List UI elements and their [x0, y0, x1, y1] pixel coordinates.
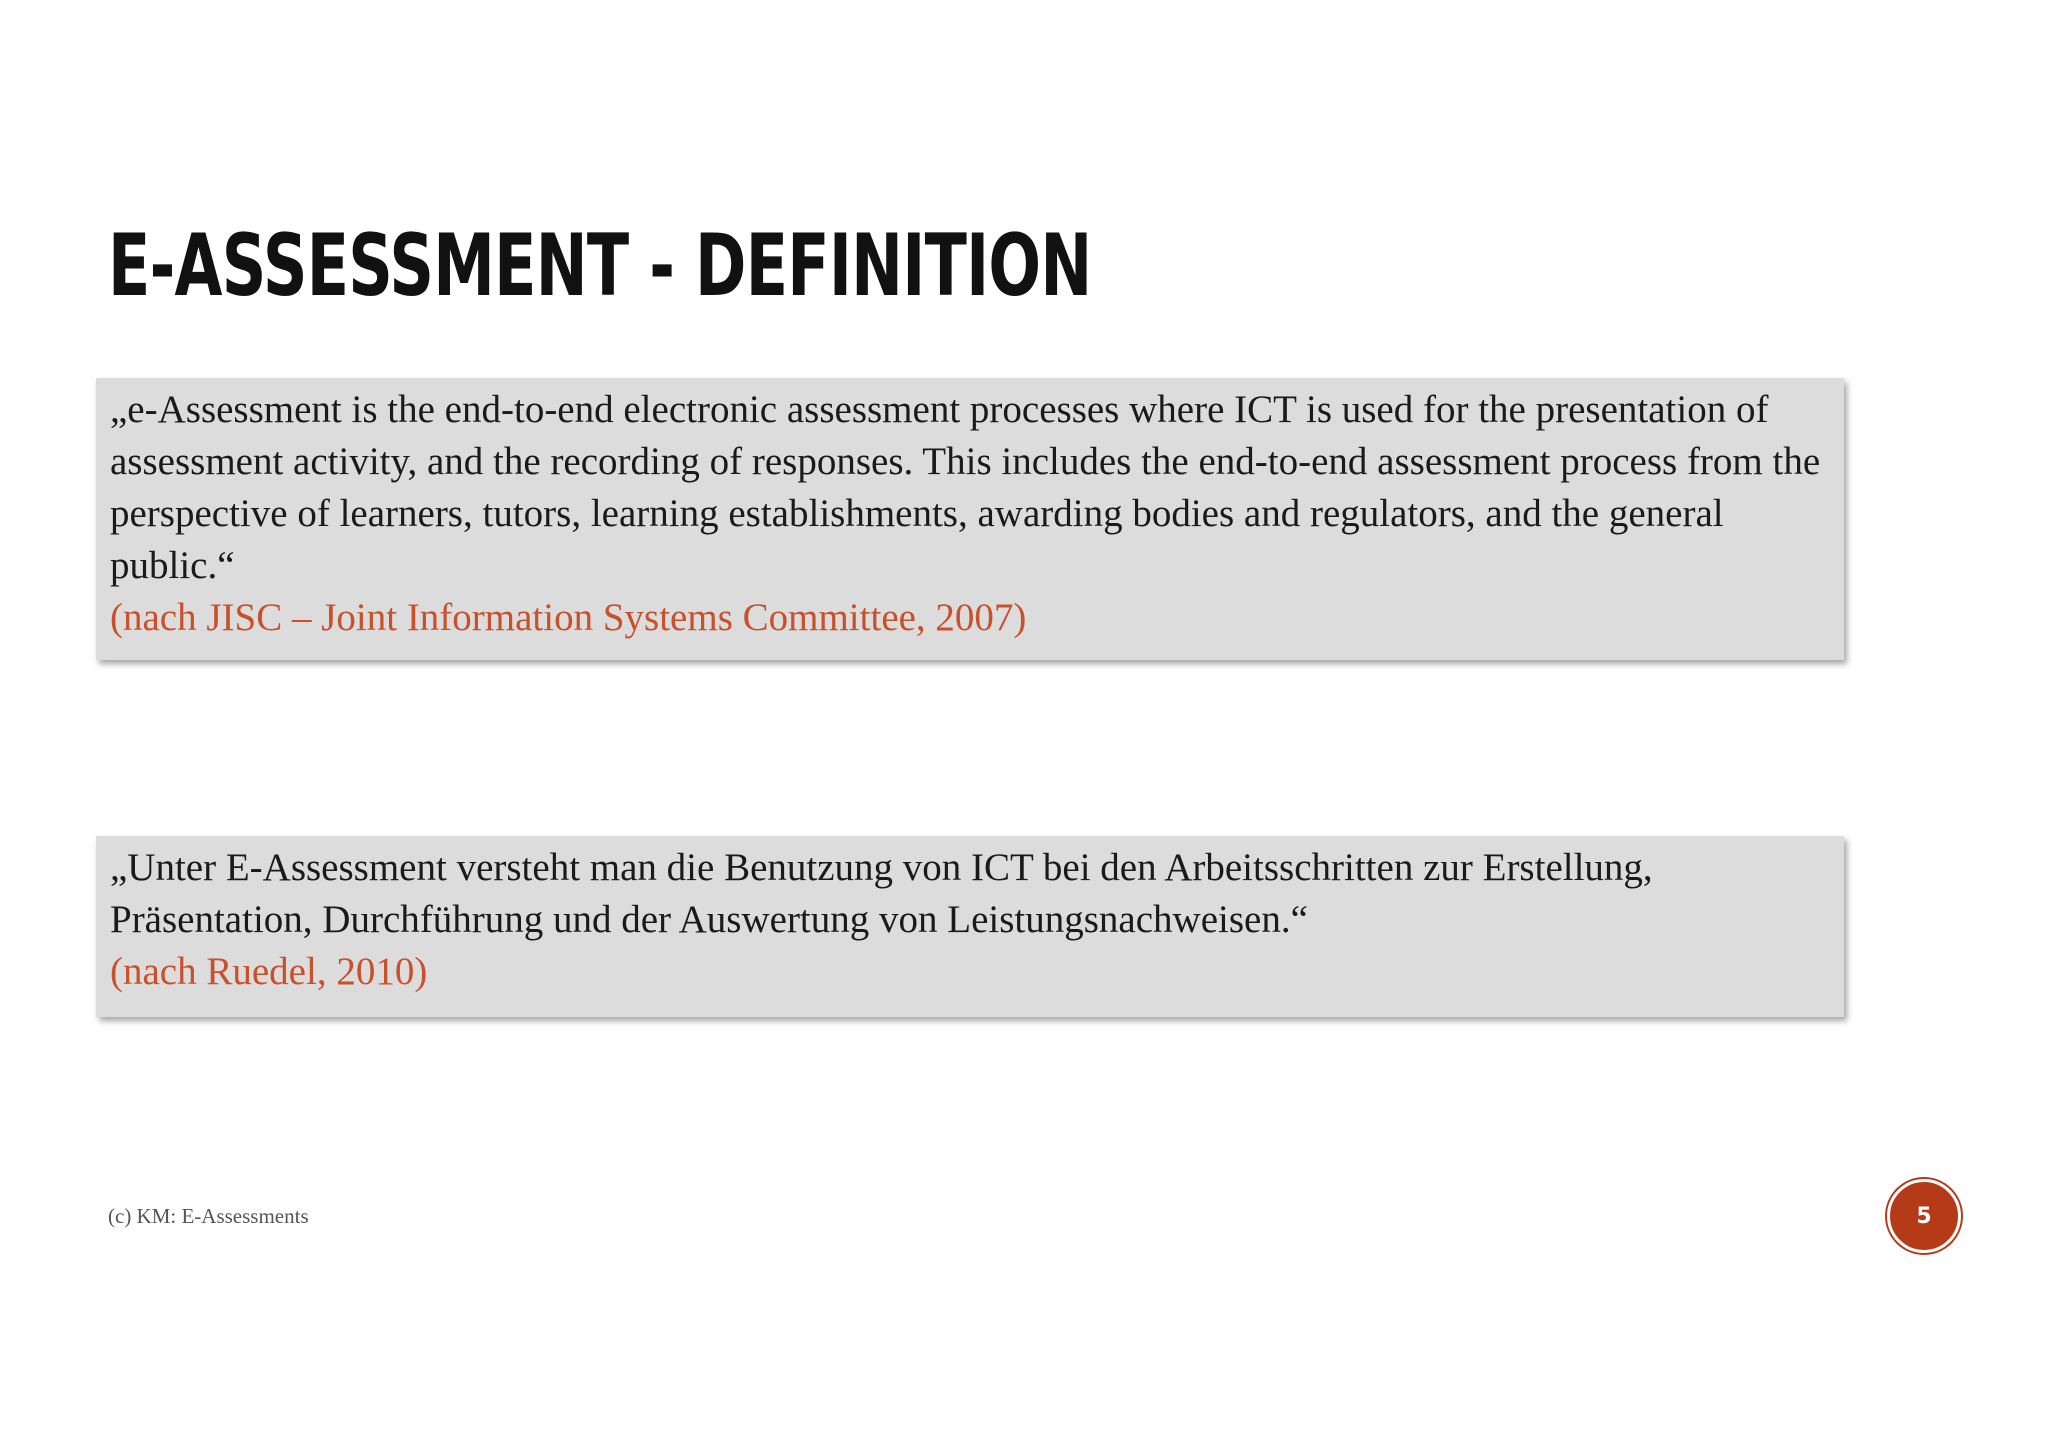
quote-text: „e-Assessment is the end-to-end electronic assessment processes where ICT is used for the presentation of assessment activity, and the recording of responses. This includes the end-to-end assessment process from the perspective of learners, tutors, learning establishments, awarding bodies and regulators, and the general public.“ [110, 388, 1821, 587]
quote-text: „Unter E-Assessment versteht man die Benutzung von ICT bei den Arbeitsschritten zur Erstellung, Präsentation, Durchführung und der Auswertung von Leistungsnachweisen.“ [110, 846, 1653, 941]
page-number: 5 [1916, 1203, 1932, 1229]
quote-source: (nach JISC – Joint Information Systems Committee, 2007) [110, 596, 1027, 639]
page-number-badge [1887, 1179, 1961, 1253]
slide-title: E-ASSESSMENT - DEFINITION [108, 216, 1092, 316]
quote-box-ruedel [96, 836, 1844, 1017]
quote-source: (nach Ruedel, 2010) [110, 950, 428, 993]
footer-copyright: (c) KM: E-Assessments [108, 1204, 309, 1228]
quote-box-jisc [96, 378, 1844, 660]
